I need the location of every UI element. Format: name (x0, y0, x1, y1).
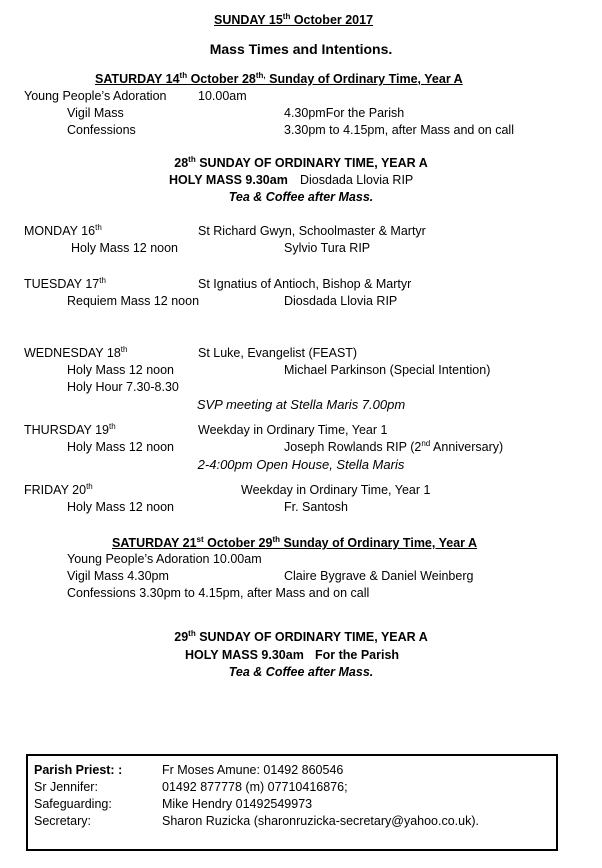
monday-16-feast: St Richard Gwyn, Schoolmaster & Martyr (198, 224, 426, 238)
friday-20-intention: Fr. Santosh (284, 500, 348, 514)
sat14-vigil-label: Vigil Mass (67, 106, 124, 120)
sat21-intention: Claire Bygrave & Daniel Weinberg (284, 569, 474, 583)
wednesday-18-mass: Holy Mass 12 noon (67, 363, 175, 377)
monday-16-intention: Sylvio Tura RIP (284, 241, 371, 255)
monday-16-day: MONDAY 16th (24, 223, 102, 238)
tuesday-17-intention: Diosdada Llovia RIP (284, 294, 398, 308)
sunday-28-heading: 28th SUNDAY OF ORDINARY TIME, YEAR A (174, 155, 428, 170)
sunday-28-tea: Tea & Coffee after Mass. (228, 190, 374, 204)
wednesday-18-intention: Michael Parkinson (Special Intention) (284, 363, 491, 377)
monday-16-mass: Holy Mass 12 noon (71, 241, 179, 255)
thursday-19-day: THURSDAY 19th (24, 422, 116, 437)
contact-label-parish-priest: Parish Priest: : (34, 763, 123, 777)
sat14-adoration-label: Young People’s Adoration (24, 89, 167, 103)
sat14-confessions-detail: 3.30pm to 4.15pm, after Mass and on call (284, 123, 514, 137)
contact-label-safeguarding: Safeguarding: (34, 797, 112, 811)
contact-label-sr-jennifer: Sr Jennifer: (34, 780, 98, 794)
sat14-vigil-detail: 4.30pmFor the Parish (284, 106, 405, 120)
thursday-19-feast: Weekday in Ordinary Time, Year 1 (198, 423, 388, 437)
wednesday-18-feast: St Luke, Evangelist (FEAST) (198, 346, 358, 360)
parish-contact-box (26, 754, 558, 851)
sunday-29-mass: HOLY MASS 9.30am (185, 648, 304, 662)
sunday-29-heading: 29th SUNDAY OF ORDINARY TIME, YEAR A (174, 629, 428, 644)
bulletin-date: SUNDAY 15th October 2017 (214, 12, 374, 27)
contact-label-secretary: Secretary: (34, 814, 91, 828)
contact-value-safeguarding: Mike Hendry 01492549973 (162, 797, 313, 811)
sunday-29-tea: Tea & Coffee after Mass. (228, 665, 374, 679)
wednesday-18-holy-hour: Holy Hour 7.30-8.30 (67, 380, 179, 394)
contact-value-parish-priest: Fr Moses Amune: 01492 860546 (162, 763, 344, 777)
tuesday-17-day: TUESDAY 17th (24, 276, 106, 291)
tuesday-17-mass: Requiem Mass 12 noon (67, 294, 200, 308)
sat21-confessions: Confessions 3.30pm to 4.15pm, after Mass and on call (67, 586, 370, 600)
sat14-confessions-label: Confessions (67, 123, 136, 137)
friday-20-feast: Weekday in Ordinary Time, Year 1 (241, 483, 431, 497)
contact-value-sr-jennifer: 01492 877778 (m) 07710416876; (162, 780, 348, 794)
wednesday-18-day: WEDNESDAY 18th (24, 345, 128, 360)
sunday-28-intention: Diosdada Llovia RIP (300, 173, 414, 187)
sat21-adoration: Young People’s Adoration 10.00am (67, 552, 262, 566)
thursday-19-intention: Joseph Rowlands RIP (2nd Anniversary) (284, 439, 504, 454)
saturday-14-heading: SATURDAY 14th October $28^{th,}$ Sunday of Ordinary Time, Year A (95, 71, 463, 86)
sat21-vigil: Vigil Mass 4.30pm (67, 569, 169, 583)
contact-value-secretary: Sharon Ruzicka (sharonruzicka-secretary@yahoo.co.uk). (162, 814, 479, 828)
svp-meeting-note: SVP meeting at Stella Maris 7.00pm (196, 397, 406, 412)
thursday-19-mass: Holy Mass 12 noon (67, 440, 175, 454)
friday-20-day: FRIDAY 20th (24, 482, 93, 497)
bulletin-title: Mass Times and Intentions. (209, 41, 393, 57)
sat14-adoration-time: 10.00am (198, 89, 247, 103)
tuesday-17-feast: St Ignatius of Antioch, Bishop & Martyr (198, 277, 412, 291)
sunday-29-intention: For the Parish (315, 648, 400, 662)
sunday-28-mass: HOLY MASS 9.30am (169, 173, 288, 187)
saturday-21-heading: SATURDAY 21st October 29th Sunday of Ordinary Time, Year A (112, 535, 478, 550)
open-house-note: 2-4:00pm Open House, Stella Maris (197, 457, 405, 472)
friday-20-mass: Holy Mass 12 noon (67, 500, 175, 514)
